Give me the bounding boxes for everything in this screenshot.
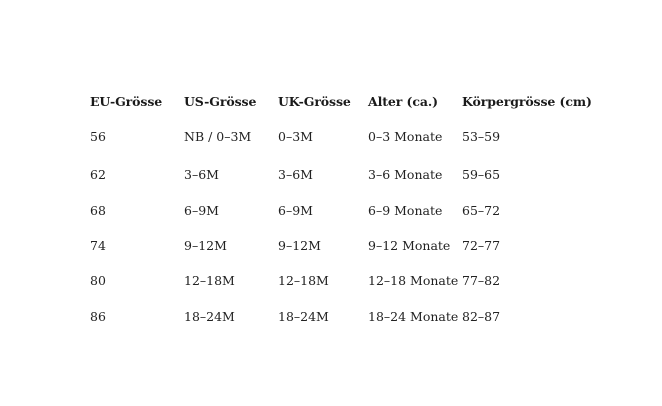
table-row xyxy=(90,115,592,157)
cell-eu-size: 68 xyxy=(90,202,106,218)
size-chart-body xyxy=(90,115,592,334)
header-us-size: US-Grösse xyxy=(184,94,257,109)
cell-body-height: 77–82 xyxy=(462,273,501,289)
header-row xyxy=(90,88,592,115)
size-chart-table xyxy=(90,88,592,334)
cell-us-size: 12–18M xyxy=(184,273,235,289)
cell-us-size: 6–9M xyxy=(184,202,219,218)
header-body-height: Körpergrösse (cm) xyxy=(462,94,592,109)
cell-body-height: 82–87 xyxy=(462,308,501,324)
table-row xyxy=(90,299,592,334)
cell-us-size: 3–6M xyxy=(184,167,219,183)
header-eu-size: EU-Grösse xyxy=(90,94,163,109)
cell-us-size: 18–24M xyxy=(184,308,235,324)
cell-uk-size: 18–24M xyxy=(278,308,329,324)
cell-eu-size: 74 xyxy=(90,237,106,253)
cell-uk-size: 3–6M xyxy=(278,167,313,183)
cell-uk-size: 6–9M xyxy=(278,202,313,218)
cell-body-height: 59–65 xyxy=(462,167,501,183)
cell-uk-size: 12–18M xyxy=(278,273,329,289)
cell-eu-size: 62 xyxy=(90,167,106,183)
table-row xyxy=(90,263,592,298)
table-row xyxy=(90,228,592,263)
cell-uk-size: 9–12M xyxy=(278,237,321,253)
cell-body-height: 65–72 xyxy=(462,202,501,218)
cell-age: 18–24 Monate xyxy=(368,308,459,324)
cell-age: 9–12 Monate xyxy=(368,237,451,253)
cell-age: 3–6 Monate xyxy=(368,167,443,183)
cell-eu-size: 86 xyxy=(90,308,106,324)
header-age: Alter (ca.) xyxy=(368,94,438,109)
cell-eu-size: 56 xyxy=(90,128,106,144)
cell-us-size: NB / 0–3M xyxy=(184,128,252,144)
table-row xyxy=(90,192,592,227)
cell-uk-size: 0–3M xyxy=(278,128,313,144)
cell-age: 12–18 Monate xyxy=(368,273,459,289)
cell-age: 6–9 Monate xyxy=(368,202,443,218)
header-uk-size: UK-Grösse xyxy=(278,94,351,109)
cell-us-size: 9–12M xyxy=(184,237,227,253)
table-row xyxy=(90,157,592,192)
cell-eu-size: 80 xyxy=(90,273,106,289)
cell-body-height: 72–77 xyxy=(462,237,501,253)
cell-body-height: 53–59 xyxy=(462,128,501,144)
size-chart-header xyxy=(90,88,592,115)
cell-age: 0–3 Monate xyxy=(368,128,443,144)
